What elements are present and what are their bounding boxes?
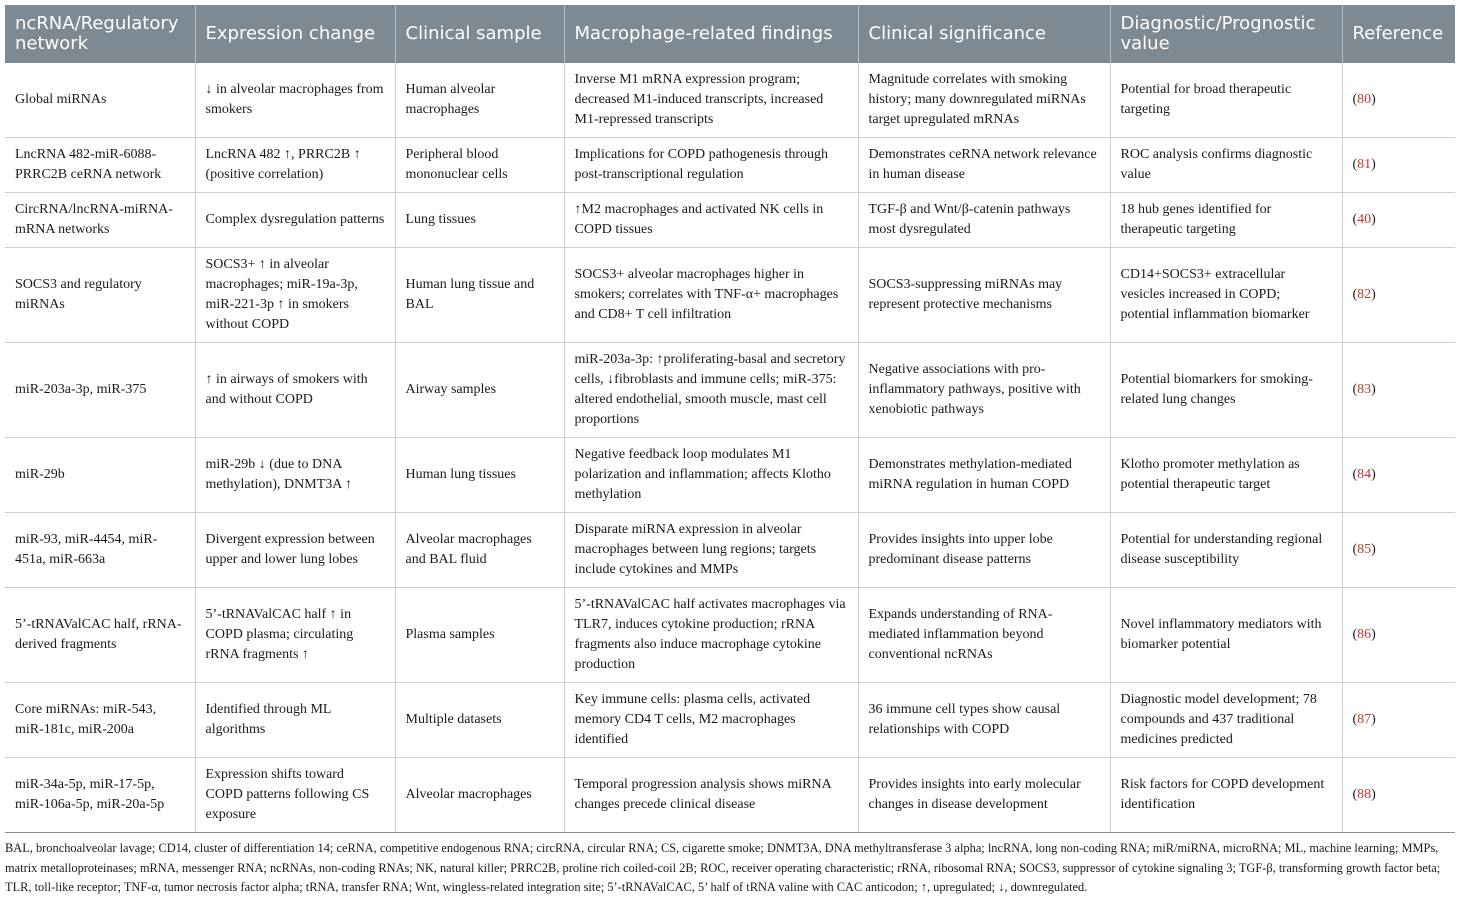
cell-expression: ↓ in alveolar macrophages from smokers [195,63,395,137]
cell-findings: miR-203a-3p: ↑proliferating-basal and secretory cells, ↓fibroblasts and immune cells; miR-375: altered endothelial, smooth muscle, mast cell proportions [564,342,858,437]
cell-findings: 5’-tRNAValCAC half activates macrophages via TLR7, induces cytokine production; rRNA fragments also induce macrophage cytokine production [564,587,858,682]
cell-value: Klotho promoter methylation as potential therapeutic target [1110,437,1342,512]
reference-link[interactable]: 84 [1357,466,1372,482]
reference-link[interactable]: 81 [1357,156,1372,172]
header-row [5,5,1455,63]
cell-reference [1342,63,1455,137]
cell-value: ROC analysis confirms diagnostic value [1110,137,1342,192]
ref-close-paren: ) [1371,541,1376,557]
ref-close-paren: ) [1371,156,1376,172]
ref-close-paren: ) [1371,466,1376,482]
reference-link[interactable]: 80 [1357,91,1372,107]
cell-significance: Provides insights into early molecular changes in disease development [858,757,1110,832]
cell-value: 18 hub genes identified for therapeutic targeting [1110,192,1342,247]
cell-significance: Demonstrates methylation-mediated miRNA regulation in human COPD [858,437,1110,512]
cell-significance: Provides insights into upper lobe predominant disease patterns [858,512,1110,587]
cell-reference [1342,512,1455,587]
cell-sample: Peripheral blood mononuclear cells [395,137,564,192]
cell-sample: Multiple datasets [395,682,564,757]
cell-findings: Temporal progression analysis shows miRNA changes precede clinical disease [564,757,858,832]
cell-value: Potential for broad therapeutic targeting [1110,63,1342,137]
ref-close-paren: ) [1371,91,1376,107]
ref-open-paren: ( [1352,541,1358,557]
header-ncrna: ncRNA/Regulatory network [5,5,195,63]
reference-link[interactable]: 87 [1357,711,1372,727]
ref-open-paren: ( [1352,786,1358,802]
table-container [5,5,1455,833]
cell-reference [1342,437,1455,512]
cell-reference [1342,137,1455,192]
cell-findings: Implications for COPD pathogenesis through post-transcriptional regulation [564,137,858,192]
cell-expression: 5’-tRNAValCAC half ↑ in COPD plasma; circulating rRNA fragments ↑ [195,587,395,682]
header-value: Diagnostic/Prognostic value [1110,5,1342,63]
cell-sample: Airway samples [395,342,564,437]
ref-open-paren: ( [1352,286,1358,302]
header-findings: Macrophage-related findings [564,5,858,63]
reference-link[interactable]: 82 [1357,286,1372,302]
ref-close-paren: ) [1371,286,1376,302]
cell-reference [1342,682,1455,757]
cell-ncrna: miR-34a-5p, miR-17-5p, miR-106a-5p, miR-20a-5p [5,757,195,832]
cell-sample: Plasma samples [395,587,564,682]
cell-findings: Inverse M1 mRNA expression program; decreased M1-induced transcripts, increased M1-repressed transcripts [564,63,858,137]
cell-ncrna: CircRNA/lncRNA-miRNA-mRNA networks [5,192,195,247]
cell-ncrna: miR-93, miR-4454, miR-451a, miR-663a [5,512,195,587]
ref-open-paren: ( [1352,381,1358,397]
header-expression: Expression change [195,5,395,63]
table-row [5,682,1455,757]
cell-ncrna: Global miRNAs [5,63,195,137]
table-row [5,757,1455,832]
cell-expression: SOCS3+ ↑ in alveolar macrophages; miR-19a-3p, miR-221-3p ↑ in smokers without COPD [195,247,395,342]
cell-findings: ↑M2 macrophages and activated NK cells in COPD tissues [564,192,858,247]
cell-ncrna: LncRNA 482-miR-6088-PRRC2B ceRNA network [5,137,195,192]
cell-significance: Magnitude correlates with smoking history; many downregulated miRNAs target upregulated mRNAs [858,63,1110,137]
ref-open-paren: ( [1352,711,1358,727]
ref-open-paren: ( [1352,211,1358,227]
cell-reference [1342,757,1455,832]
cell-significance: TGF-β and Wnt/β-catenin pathways most dysregulated [858,192,1110,247]
cell-value: Novel inflammatory mediators with biomarker potential [1110,587,1342,682]
cell-findings: Negative feedback loop modulates M1 polarization and inflammation; affects Klotho methylation [564,437,858,512]
cell-value: Risk factors for COPD development identification [1110,757,1342,832]
cell-findings: Key immune cells: plasma cells, activated memory CD4 T cells, M2 macrophages identified [564,682,858,757]
table-row [5,192,1455,247]
ncrna-table [5,5,1455,833]
cell-reference [1342,587,1455,682]
table-row [5,512,1455,587]
table-row [5,437,1455,512]
cell-expression: ↑ in airways of smokers with and without COPD [195,342,395,437]
cell-findings: SOCS3+ alveolar macrophages higher in smokers; correlates with TNF-α+ macrophages and CD8+ T cell infiltration [564,247,858,342]
reference-link[interactable]: 88 [1357,786,1372,802]
cell-significance: Demonstrates ceRNA network relevance in human disease [858,137,1110,192]
cell-sample: Human alveolar macrophages [395,63,564,137]
cell-findings: Disparate miRNA expression in alveolar macrophages between lung regions; targets include cytokines and MMPs [564,512,858,587]
cell-reference [1342,342,1455,437]
reference-link[interactable]: 86 [1357,626,1372,642]
ref-open-paren: ( [1352,466,1358,482]
ref-open-paren: ( [1352,626,1358,642]
header-significance: Clinical significance [858,5,1110,63]
reference-link[interactable]: 85 [1357,541,1372,557]
cell-expression: Divergent expression between upper and lower lung lobes [195,512,395,587]
table-row [5,247,1455,342]
header-sample: Clinical sample [395,5,564,63]
cell-sample: Human lung tissues [395,437,564,512]
header-reference: Reference [1342,5,1455,63]
cell-ncrna: miR-203a-3p, miR-375 [5,342,195,437]
cell-significance: Negative associations with pro-inflammatory pathways, positive with xenobiotic pathways [858,342,1110,437]
ref-close-paren: ) [1371,786,1376,802]
cell-ncrna: 5’-tRNAValCAC half, rRNA-derived fragments [5,587,195,682]
cell-expression: LncRNA 482 ↑, PRRC2B ↑ (positive correlation) [195,137,395,192]
table-row [5,342,1455,437]
table-row [5,63,1455,137]
reference-link[interactable]: 40 [1357,211,1372,227]
cell-reference [1342,247,1455,342]
cell-ncrna: SOCS3 and regulatory miRNAs [5,247,195,342]
cell-value: Potential biomarkers for smoking-related lung changes [1110,342,1342,437]
cell-sample: Alveolar macrophages [395,757,564,832]
table-footnote: BAL, bronchoalveolar lavage; CD14, cluster of differentiation 14; ceRNA, competitive endogenous RNA; circRNA, circular RNA; CS, cigarette smoke; DNMT3A, DNA methyltransferase 3 alpha; lncRNA, long non-coding RNA; miR/miRNA, microRNA; ML, machine learning; MMPs, matrix metalloproteinases; mRNA, messenger RNA; ncRNAs, non-coding RNAs; NK, natural killer; PRRC2B, proline rich coiled-coil 2B; ROC, receiver operating characteristic; rRNA, ribosomal RNA; SOCS3, suppressor of cytokine signaling 3; TGF-β, transforming growth factor beta; TLR, toll-like receptor; TNF-α, tumor necrosis factor alpha; tRNA, transfer RNA; Wnt, wingless-related integration site; 5’-tRNAValCAC, 5’ half of tRNA valine with CAC anticodon; ↑, upregulated; ↓, downregulated. [5,841,1441,894]
cell-expression: miR-29b ↓ (due to DNA methylation), DNMT3A ↑ [195,437,395,512]
ref-open-paren: ( [1352,91,1358,107]
table-row [5,587,1455,682]
cell-significance: SOCS3-suppressing miRNAs may represent protective mechanisms [858,247,1110,342]
cell-ncrna: miR-29b [5,437,195,512]
cell-value: Potential for understanding regional disease susceptibility [1110,512,1342,587]
table-row [5,137,1455,192]
cell-sample: Alveolar macrophages and BAL fluid [395,512,564,587]
cell-value: Diagnostic model development; 78 compounds and 437 traditional medicines predicted [1110,682,1342,757]
cell-significance: 36 immune cell types show causal relationships with COPD [858,682,1110,757]
cell-expression: Complex dysregulation patterns [195,192,395,247]
cell-sample: Lung tissues [395,192,564,247]
cell-sample: Human lung tissue and BAL [395,247,564,342]
ref-close-paren: ) [1371,711,1376,727]
cell-value: CD14+SOCS3+ extracellular vesicles increased in COPD; potential inflammation biomarker [1110,247,1342,342]
ref-open-paren: ( [1352,156,1358,172]
cell-expression: Expression shifts toward COPD patterns following CS exposure [195,757,395,832]
cell-reference [1342,192,1455,247]
ref-close-paren: ) [1371,211,1376,227]
ref-close-paren: ) [1371,626,1376,642]
table-body [5,63,1455,832]
cell-significance: Expands understanding of RNA-mediated inflammation beyond conventional ncRNAs [858,587,1110,682]
reference-link[interactable]: 83 [1357,381,1372,397]
ref-close-paren: ) [1371,381,1376,397]
cell-expression: Identified through ML algorithms [195,682,395,757]
cell-ncrna: Core miRNAs: miR-543, miR-181c, miR-200a [5,682,195,757]
